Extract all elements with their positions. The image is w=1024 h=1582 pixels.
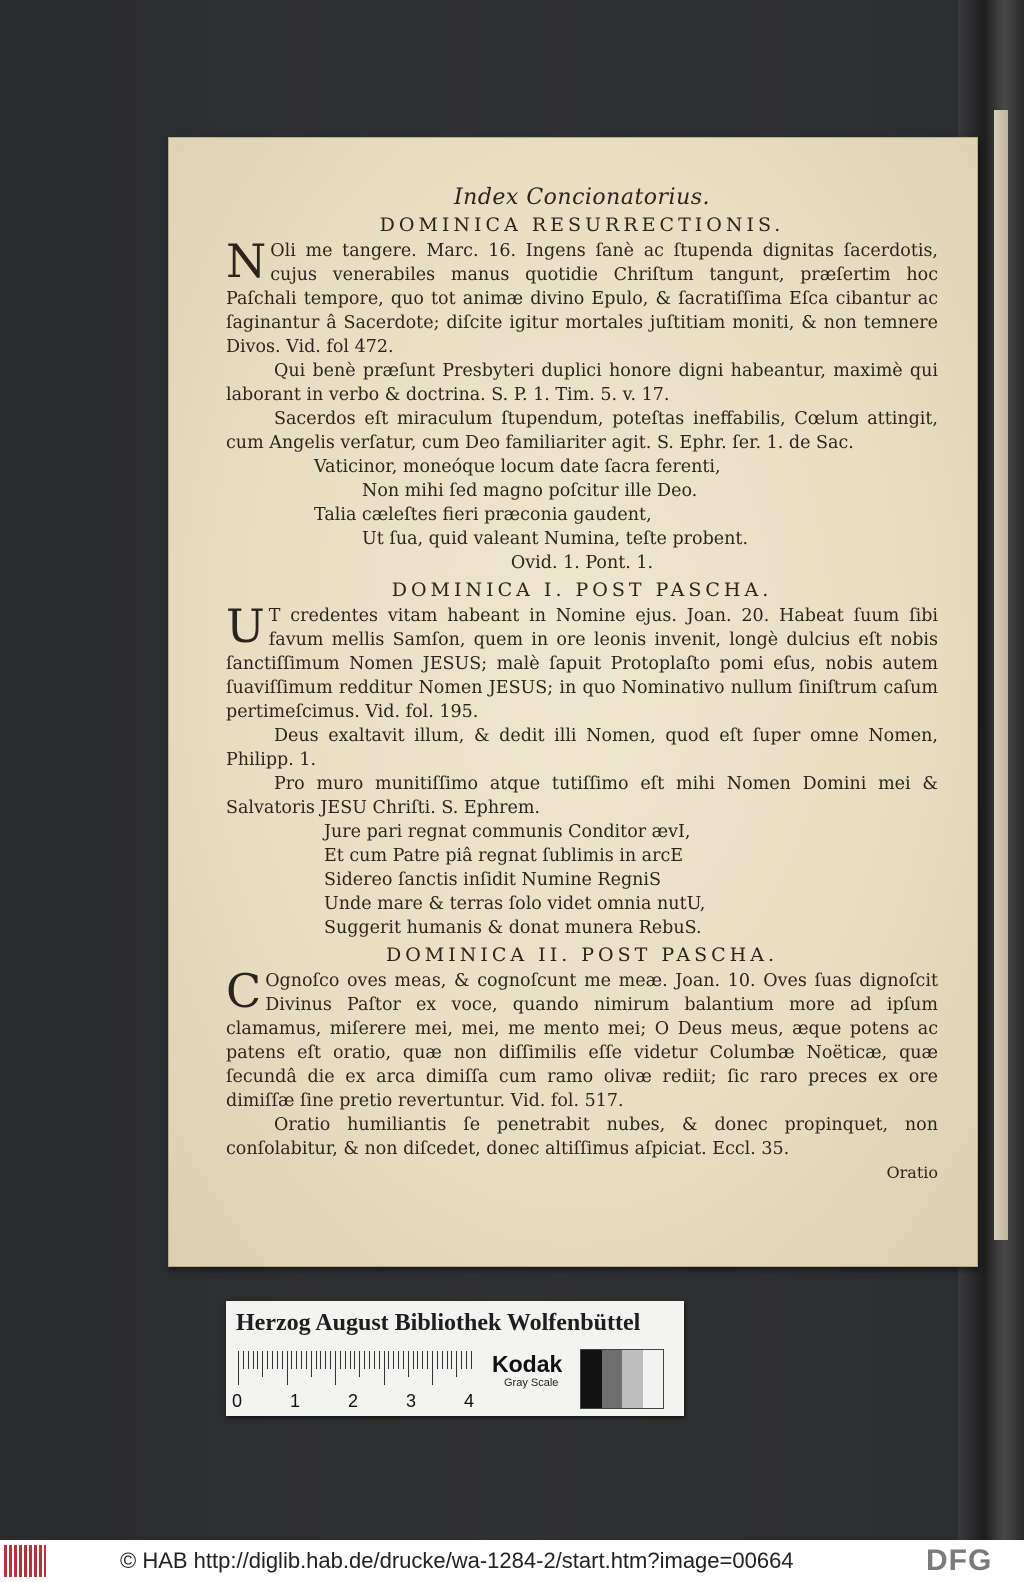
gray-swatch (581, 1350, 602, 1408)
ruler-tick (306, 1351, 307, 1369)
ruler (238, 1351, 478, 1385)
ruler-tick (345, 1351, 346, 1369)
ruler-tick (301, 1351, 302, 1369)
paragraph: Qui benè præſunt Presbyteri duplici honore digni habeantur, maximè qui laborant in verbo & doctrina. S. P. 1. Tim. 5. v. 17. (226, 361, 938, 405)
ruler-tick (320, 1351, 321, 1369)
running-head: Index Concionatorius. (453, 185, 711, 210)
book-page (168, 137, 978, 1267)
gray-swatch (622, 1350, 643, 1408)
ruler-tick (311, 1351, 312, 1377)
ruler-tick (253, 1351, 254, 1369)
ruler-tick (316, 1351, 317, 1369)
paragraph: Pro muro munitiſſimo atque tutiſſimo eſt mihi Nomen Domini mei & Salvatoris JESU Chriſti. S. Ephrem. (226, 774, 938, 818)
section-lead-paragraph (226, 234, 938, 359)
ruler-tick (427, 1351, 428, 1369)
lead-text: Ognoſco oves meas, & cognoſcunt me meæ. Joan. 10. Oves ſuas dignoſcit Divinus Paſtor ex voce, quando nimirum balantium more ad ipſum clamamus, miſerere mei, mei, me mento mei; O Deus meus, æque potens ac patens eſt oratio, quæ non diſſimilis eſſe videtur Columbæ Noëticæ, quæ ſecundâ die ex arca dimiſſa cum ramo olivæ rediit; ſic raro preces ex ore dimiſſæ ſine pretio revertuntur. Vid. fol. 517. (226, 971, 938, 1111)
footer-url-text[interactable]: © HAB http://diglib.hab.de/drucke/wa-1284-2/start.htm?image=00664 (120, 1548, 794, 1573)
paragraph: Oratio humiliantis ſe penetrabit nubes, & donec propinquet, non conſolabitur, & non diſcedet, donec altiſſimus aſpiciat. Eccl. 35. (226, 1115, 938, 1159)
ruler-tick (243, 1351, 244, 1369)
kodak-logo: Kodak (492, 1351, 563, 1377)
ruler-tick (267, 1351, 268, 1369)
section-lead-paragraph (226, 964, 938, 1113)
verse-line: Vaticinor, moneóque locum date ſacra ferenti, (314, 457, 721, 477)
ruler-tick (417, 1351, 418, 1369)
ruler-tick (388, 1351, 389, 1369)
ruler-number: 4 (464, 1391, 475, 1411)
ruler-tick (364, 1351, 365, 1369)
ruler-tick (287, 1351, 288, 1385)
ruler-tick (248, 1351, 249, 1369)
ruler-tick (466, 1351, 467, 1369)
scale-card (226, 1301, 684, 1416)
paragraph: Sacerdos eſt miraculum ſtupendum, poteſtas ineffabilis, Cœlum attingit, cum Angelis verſatur, cum Deo familiariter agit. S. Ephr. ſer. 1. de Sac. (226, 409, 938, 453)
ruler-tick (422, 1351, 423, 1369)
verse-line: Unde mare & terras ſolo videt omnia nutU, (324, 894, 706, 914)
ruler-tick (277, 1351, 278, 1369)
library-name: Herzog August Bibliothek Wolfenbüttel (236, 1310, 641, 1336)
page-text-block (226, 185, 938, 1182)
drop-cap: U (226, 599, 265, 653)
section-lead-paragraph (226, 599, 938, 724)
gray-swatches (580, 1349, 664, 1409)
verse-line: Jure pari regnat communis Conditor ævI, (324, 822, 691, 842)
drop-cap: C (226, 964, 262, 1018)
ruler-tick (340, 1351, 341, 1369)
ruler-number: 1 (290, 1391, 301, 1411)
dfg-logo: DFG (926, 1544, 993, 1577)
ruler-tick (238, 1351, 239, 1385)
ruler-tick (384, 1351, 385, 1385)
ruler-tick (291, 1351, 292, 1369)
ruler-tick (408, 1351, 409, 1377)
ruler-tick (437, 1351, 438, 1369)
verse-line: Et cum Patre piâ regnat ſublimis in arcE (324, 846, 684, 866)
verse-citation: Ovid. 1. Pont. 1. (510, 553, 654, 573)
section-title: DOMINICA I. POST PASCHA. (391, 579, 773, 601)
ruler-tick (354, 1351, 355, 1369)
ruler-number: 3 (406, 1391, 417, 1411)
ruler-tick (447, 1351, 448, 1369)
ruler-tick (413, 1351, 414, 1369)
section-title: DOMINICA II. POST PASCHA. (385, 944, 779, 966)
ruler-tick (350, 1351, 351, 1369)
ruler-tick (359, 1351, 360, 1377)
verse-line: Sidereo ſanctis inſidit Numine RegniS (324, 870, 662, 890)
ruler-tick (403, 1351, 404, 1369)
ruler-number: 0 (232, 1391, 243, 1411)
ruler-tick (335, 1351, 336, 1385)
drop-cap: N (226, 234, 267, 288)
ruler-tick (272, 1351, 273, 1369)
ruler-tick (325, 1351, 326, 1369)
ruler-tick (374, 1351, 375, 1369)
ruler-tick (282, 1351, 283, 1369)
ruler-tick (398, 1351, 399, 1369)
catchword: Oratio (886, 1163, 938, 1182)
verse-line: Ut ſua, quid valeant Numina, teſte probent. (362, 529, 749, 549)
ruler-numbers (232, 1391, 482, 1411)
ruler-tick (296, 1351, 297, 1369)
ruler-tick (379, 1351, 380, 1369)
verse-line: Suggerit humanis & donat munera RebuS. (324, 918, 702, 938)
ruler-tick (471, 1351, 472, 1369)
ruler-number: 2 (348, 1391, 359, 1411)
lead-text: T credentes vitam habeant in Nomine ejus. Joan. 20. Habeat ſuum ſibi favum mellis Samſon, quem in ore leonis invenit, longè dulcius eſt nobis ſanctiſſimum Nomen JESUS; malè ſapuit Protoplaſto pomi eſus, nobis autem ſuaviſſimum redditur Nomen JESUS; in quo Nominativo nullum ſiniſtrum caſum pertimeſcimus. Vid. fol. 195. (226, 606, 938, 722)
ruler-tick (369, 1351, 370, 1369)
gray-swatch (643, 1350, 664, 1408)
verse-line: Talia cæleſtes fieri præconia gaudent, (314, 505, 652, 525)
ruler-tick (257, 1351, 258, 1369)
ruler-tick (451, 1351, 452, 1369)
ruler-tick (442, 1351, 443, 1369)
ruler-tick (262, 1351, 263, 1377)
lead-text: Oli me tangere. Marc. 16. Ingens ſanè ac ſtupenda dignitas ſacerdotis, cujus venerabiles manus quotidie Chriſtum tangunt, præſertim hoc Paſchali tempore, quo tot animæ divino Epulo, & ſacratiſſima Eſca cibantur ac ſaginantur â Sacerdote; diſcite igitur mortales juſtitiam moniti, & non temnere Divos. Vid. fol 472. (226, 241, 938, 357)
ruler-tick (432, 1351, 433, 1385)
gray-swatch (602, 1350, 623, 1408)
paragraph: Deus exaltavit illum, & dedit illi Nomen, quod eſt ſuper omne Nomen, Philipp. 1. (226, 726, 938, 770)
ruler-tick (393, 1351, 394, 1369)
ruler-tick (461, 1351, 462, 1369)
hab-logo-icon (4, 1545, 46, 1577)
verse-line: Non mihi ſed magno poſcitur ille Deo. (362, 481, 698, 501)
section-title: DOMINICA RESURRECTIONIS. (379, 214, 785, 236)
ruler-tick (330, 1351, 331, 1369)
grayscale-label: Gray Scale (504, 1377, 559, 1389)
ruler-tick (456, 1351, 457, 1377)
footer-bar (0, 1540, 1024, 1582)
